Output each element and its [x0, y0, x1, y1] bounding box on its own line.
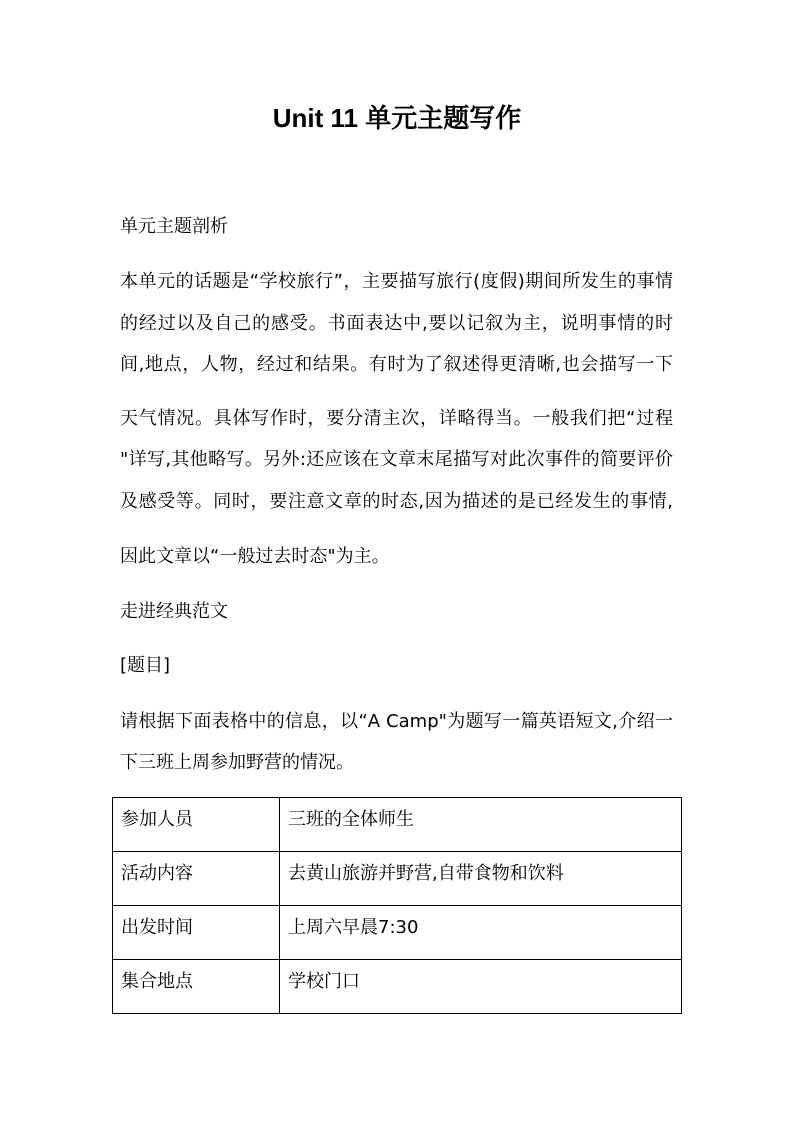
question-line-2: 下三班上周参加野营的情况。: [120, 752, 354, 773]
table-cell-value: 三班的全体师生: [280, 798, 682, 852]
analysis-line-6: 及感受等。同时，要注意文章的时态,因为描述的是已经发生的事情,: [120, 491, 673, 512]
info-table: [112, 797, 682, 1014]
question-label: [题目]: [120, 655, 171, 676]
table-cell-label: 活动内容: [113, 852, 280, 906]
table-cell-label: 参加人员: [113, 798, 280, 852]
section-heading-model: 走进经典范文: [120, 601, 228, 622]
table-row: [113, 798, 682, 852]
table-cell-label: 出发时间: [113, 906, 280, 960]
question-line-1: 请根据下面表格中的信息，以“A Camp"为题写一篇英语短文,介绍一: [120, 711, 673, 732]
table-row: [113, 906, 682, 960]
analysis-line-4: 天气情况。具体写作时，要分清主次，详略得当。一般我们把“过程: [120, 408, 673, 429]
analysis-line-7: 因此文章以“一般过去时态"为主。: [120, 546, 390, 567]
analysis-line-3: 间,地点，人物，经过和结果。有时为了叙述得更清晰,也会描写一下: [120, 354, 673, 375]
analysis-line-1: 本单元的话题是“学校旅行”，主要描写旅行(度假)期间所发生的事情: [120, 271, 673, 292]
document-title: Unit 11 单元主题写作: [272, 103, 522, 133]
table-row: [113, 960, 682, 1014]
section-heading-analysis: 单元主题剖析: [120, 216, 228, 237]
analysis-line-5: "详写,其他略写。另外:还应该在文章末尾描写对此次事件的简要评价: [120, 449, 673, 470]
table-cell-value: 上周六早晨7:30: [280, 906, 682, 960]
table-row: [113, 852, 682, 906]
table-cell-value: 去黄山旅游并野营,自带食物和饮料: [280, 852, 682, 906]
table-cell-value: 学校门口: [280, 960, 682, 1014]
analysis-line-2: 的经过以及自己的感受。书面表达中,要以记叙为主，说明事情的时: [120, 313, 673, 334]
table-cell-label: 集合地点: [113, 960, 280, 1014]
